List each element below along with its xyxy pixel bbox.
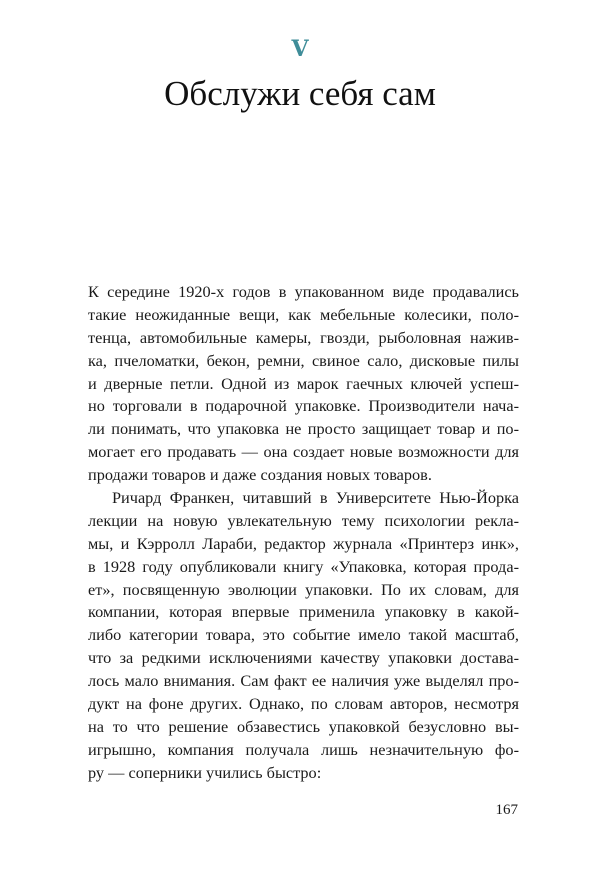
text-line: компании, которая впервые применила упаковку в какой- [88,602,519,622]
page-number: 167 [495,802,518,818]
text-line: игрышно, компания получала лишь незначительную фо- [88,739,519,759]
text-line: ру — соперники учились быстро: [88,762,322,782]
text-line: лось мало внимания. Сам факт ее наличия уже выделял про- [88,671,519,691]
text-line: мы, и Кэрролл Лараби, редактор журнала «Принтерз инк», [88,533,519,553]
text-line: ли понимать, что упаковка не просто защищает товар и по- [88,419,519,439]
text-line: ка, пчеломатки, бекон, ремни, свиное сало, дисковые пилы [88,350,519,370]
text-line: такие неожиданные вещи, как мебельные колесики, поло- [88,304,519,324]
text-line: дукт на фоне других. Однако, по словам авторов, несмотря [88,694,519,714]
text-line: продажи товаров и даже создания новых товаров. [88,465,432,485]
text-line: на то что решение обзавестись упаковкой безусловно вы- [88,716,519,736]
text-line: и дверные петли. Одной из марок гаечных ключей успеш- [88,373,519,393]
paragraph [88,487,519,785]
text-line: что за редкими исключениями качеству упаковки достава- [88,648,519,668]
chapter-number: V [291,36,309,62]
text-line: Ричард Франкен, читавший в Университете Нью-Йорка [112,488,519,508]
text-line: К середине 1920-х годов в упакованном виде продавались [88,282,519,301]
text-line: либо категории товара, это событие имело такой масштаб, [88,625,519,645]
body-text [88,281,519,785]
text-line: тенца, автомобильные камеры, гвозди, рыболовная нажив- [88,327,519,347]
text-line: ет», посвященную эволюции упаковки. По их словам, для [88,579,519,599]
chapter-title: Обслужи себя сам [164,74,436,113]
text-line: но торговали в подарочной упаковке. Производители нача- [88,396,519,416]
text-line: лекции на новую увлекательную тему психологии рекла- [88,510,519,530]
paragraph [88,281,519,487]
text-line: в 1928 году опубликовали книгу «Упаковка, которая прода- [88,556,519,576]
text-line: могает его продавать — она создает новые возможности для [88,442,519,462]
